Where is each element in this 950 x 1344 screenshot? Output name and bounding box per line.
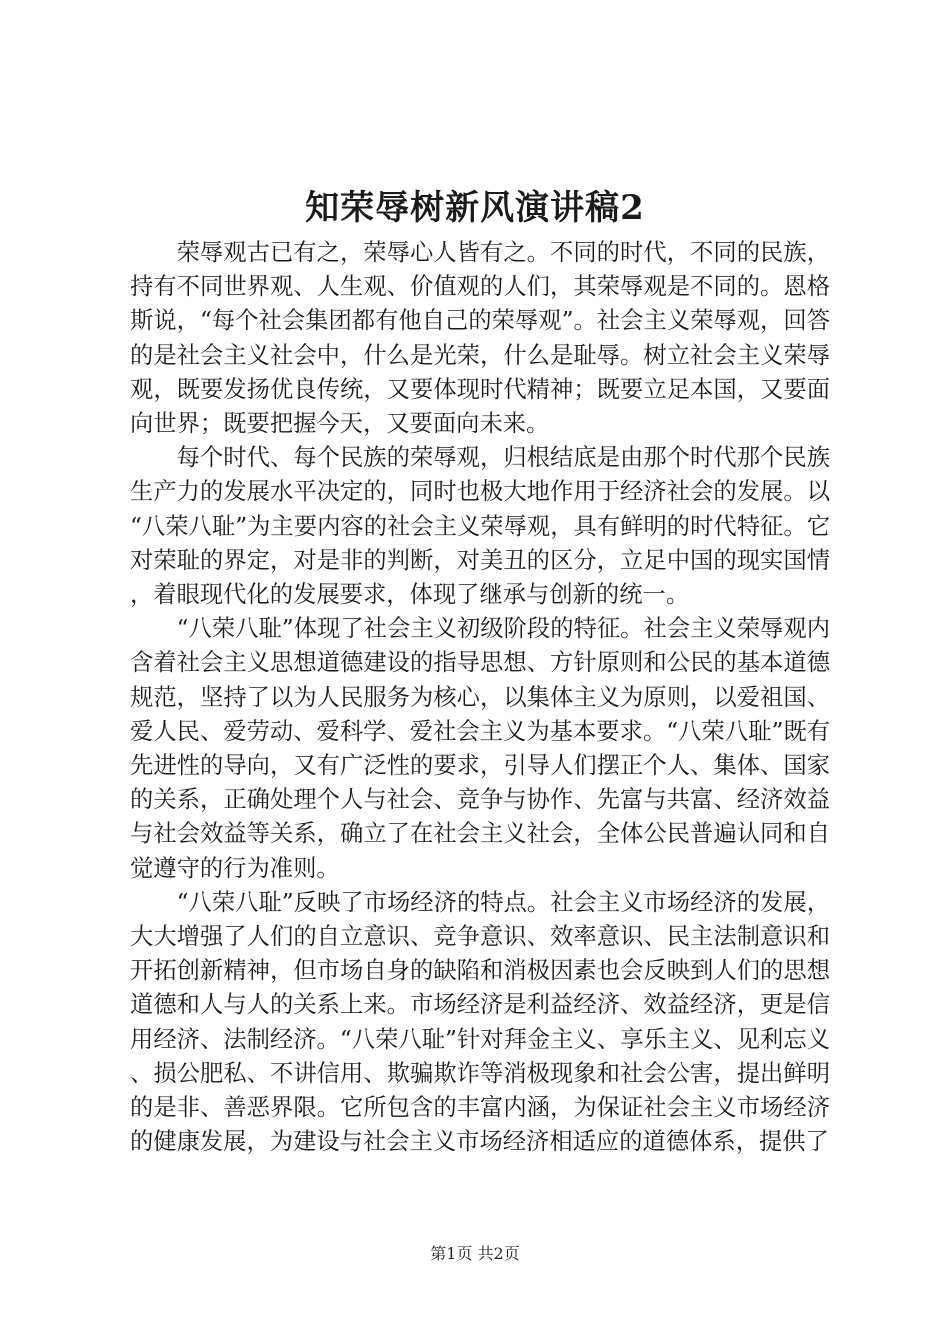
page-footer: 第1页 共2页 [430, 1244, 520, 1263]
paragraph-4: “八荣八耻”反映了市场经济的特点。社会主义市场经济的发展，大大增强了人们的自立意识、竞争意识、效率意识、民主法制意识和开拓创新精神，但市场自身的缺陷和消极因素也会反映到人们的思想道德和人与人的关系上来。市场经济是利益经济、效益经济，更是信用经济、法制经济。“八荣八耻”针对拜金主义、享乐主义、见利忘义、损公肥私、不讲信用、欺骗欺诈等消极现象和社会公害，提出鲜明的是非、善恶界限。它所包含的丰富内涵，为保证社会主义市场经济的健康发展，为建设与社会主义市场经济相适应的道德体系，提供了 [130, 888, 830, 1156]
paragraph-3: “八荣八耻”体现了社会主义初级阶段的特征。社会主义荣辱观内含着社会主义思想道德建设的指导思想、方针原则和公民的基本道德规范，坚持了以为人民服务为核心，以集体主义为原则，以爱祖国、爱人民、爱劳动、爱科学、爱社会主义为基本要求。“八荣八耻”既有先进性的导向，又有广泛性的要求，引导人们摆正个人、集体、国家的关系，正确处理个人与社会、竞争与协作、先富与共富、经济效益与社会效益等关系，确立了在社会主义社会，全体公民普遍认同和自觉遵守的行为准则。 [130, 615, 830, 882]
paragraph-2: 每个时代、每个民族的荣辱观，归根结底是由那个时代那个民族生产力的发展水平决定的，同时也极大地作用于经济社会的发展。以“八荣八耻”为主要内容的社会主义荣辱观，具有鲜明的时代特征。它对荣耻的界定，对是非的判断，对美丑的区分，立足中国的现实国情，着眼现代化的发展要求，体现了继承与创新的统一。 [130, 444, 830, 609]
paragraph-1: 荣辱观古已有之，荣辱心人皆有之。不同的时代，不同的民族，持有不同世界观、人生观、价值观的人们，其荣辱观是不同的。恩格斯说，“每个社会集团都有他自己的荣辱观”。社会主义荣辱观，回答的是社会主义社会中，什么是光荣，什么是耻辱。树立社会主义荣辱观，既要发扬优良传统，又要体现时代精神；既要立足本国，又要面向世界；既要把握今天，又要面向未来。 [130, 239, 830, 438]
document-title: 知荣辱树新风演讲稿2 [305, 188, 645, 228]
document-body [130, 236, 830, 1159]
